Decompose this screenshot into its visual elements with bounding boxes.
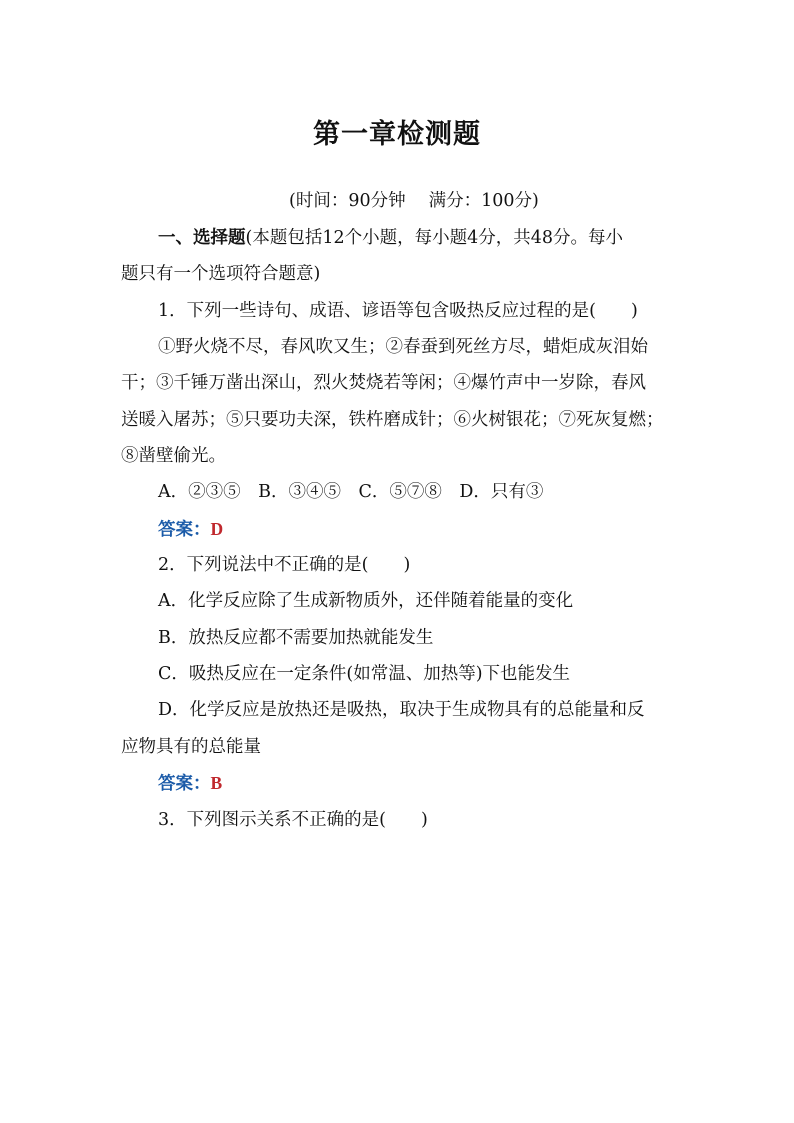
question-3-stem: 3．下列图示关系不正确的是( ) bbox=[158, 810, 428, 830]
question-2-option: 应物具有的总能量 bbox=[121, 737, 261, 757]
question-1-body-line: 干；③千锤万凿出深山，烈火焚烧若等闲；④爆竹声中一岁除，春风 bbox=[121, 373, 646, 393]
exam-info: (时间：90分钟 满分：100分) bbox=[289, 191, 539, 211]
question-1-body-line: 送暖入屠苏；⑤只要功夫深，铁杵磨成针；⑥火树银花；⑦死灰复燃； bbox=[121, 410, 664, 430]
question-2-option: C．吸热反应在一定条件(如常温、加热等)下也能发生 bbox=[158, 664, 571, 684]
question-1-stem: 1．下列一些诗句、成语、谚语等包含吸热反应过程的是( ) bbox=[158, 301, 638, 321]
page-title: 第一章检测题 bbox=[313, 119, 481, 150]
section-heading: 一、选择题 bbox=[158, 228, 246, 248]
question-2-option: B．放热反应都不需要加热就能发生 bbox=[158, 628, 434, 648]
question-2-stem: 2．下列说法中不正确的是( ) bbox=[158, 555, 411, 575]
answer-label: 答案： bbox=[158, 774, 211, 794]
question-1-body-line: ①野火烧不尽，春风吹又生；②春蚕到死丝方尽，蜡炬成灰泪始 bbox=[158, 337, 648, 357]
answer-value: B bbox=[210, 773, 223, 793]
section-description-cont: 题只有一个选项符合题意) bbox=[121, 264, 321, 284]
section-description: (本题包括12个小题，每小题4分，共48分。每小 bbox=[245, 228, 623, 248]
question-2-answer bbox=[158, 771, 222, 796]
question-2-option: D．化学反应是放热还是吸热，取决于生成物具有的总能量和反 bbox=[158, 700, 645, 720]
section-heading-line bbox=[158, 226, 623, 250]
question-1-body-line: ⑧凿壁偷光。 bbox=[121, 446, 226, 466]
answer-label: 答案： bbox=[158, 520, 211, 540]
question-1-answer bbox=[158, 517, 223, 542]
question-1-options: A．②③⑤ B．③④⑤ C．⑤⑦⑧ D．只有③ bbox=[158, 482, 544, 502]
answer-value: D bbox=[210, 519, 224, 539]
question-2-option: A．化学反应除了生成新物质外，还伴随着能量的变化 bbox=[158, 591, 574, 611]
